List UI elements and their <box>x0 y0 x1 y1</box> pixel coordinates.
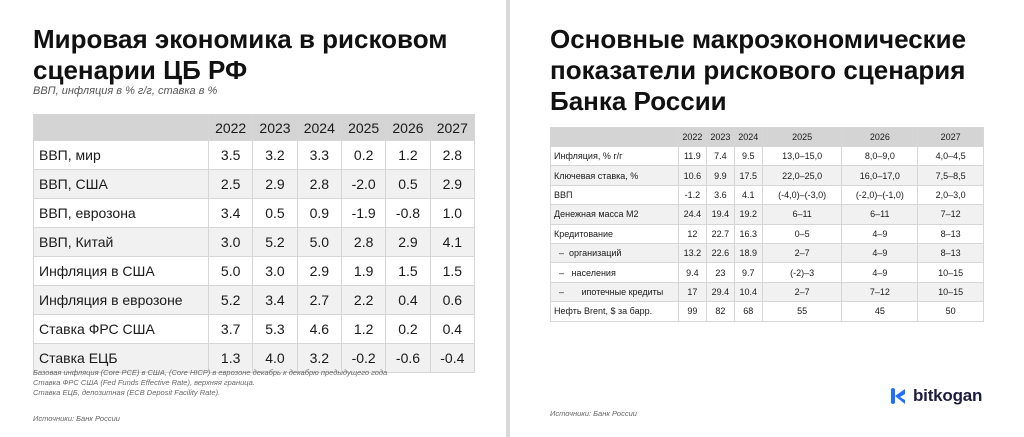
value-cell: 1.5 <box>386 257 430 286</box>
value-cell: 23 <box>706 263 734 282</box>
value-cell: 22,0–25,0 <box>762 166 842 185</box>
value-cell: 0–5 <box>762 224 842 243</box>
right-title-line-2: показатели рискового сценария <box>550 55 966 85</box>
row-label: Денежная масса М2 <box>551 205 679 224</box>
year-header: 2023 <box>706 128 734 147</box>
value-cell: 7–12 <box>918 205 984 224</box>
bitkogan-logo-icon <box>889 386 909 406</box>
value-cell: 13,0–15,0 <box>762 147 842 166</box>
value-cell: 4.6 <box>297 315 341 344</box>
value-cell: -0.2 <box>341 344 385 373</box>
header-label-cell <box>34 115 209 141</box>
value-cell: 3.7 <box>209 315 253 344</box>
value-cell: 16,0–17,0 <box>842 166 918 185</box>
footnote: Ставка ФРС США (Fed Funds Effective Rate), верхняя граница. <box>33 377 255 387</box>
value-cell: 3.0 <box>253 257 297 286</box>
value-cell: 2.2 <box>341 286 385 315</box>
value-cell: 19.2 <box>734 205 762 224</box>
value-cell: 22.7 <box>706 224 734 243</box>
value-cell: 1.9 <box>341 257 385 286</box>
table-row <box>551 282 984 301</box>
year-header: 2022 <box>678 128 706 147</box>
value-cell: 4.1 <box>430 228 474 257</box>
value-cell: 1.2 <box>341 315 385 344</box>
left-subtitle: ВВП, инфляция в % г/г, ставка в % <box>33 85 218 97</box>
row-label: Нефть Brent, $ за барр. <box>551 302 679 321</box>
left-title-line-2: сценарии ЦБ РФ <box>33 55 248 85</box>
table-row <box>551 205 984 224</box>
table-row <box>551 302 984 321</box>
value-cell: 8–13 <box>918 243 984 262</box>
value-cell: -1.9 <box>341 199 385 228</box>
value-cell: 1.2 <box>386 141 430 170</box>
value-cell: 4–9 <box>842 263 918 282</box>
header-label-cell <box>551 128 679 147</box>
footnote: Ставка ЕЦБ, депозитная (ECB Deposit Facility Rate). <box>33 387 221 397</box>
footnotes <box>33 368 493 397</box>
table-row <box>551 263 984 282</box>
table-row <box>551 166 984 185</box>
value-cell: (-4,0)–(-3,0) <box>762 185 842 204</box>
value-cell: 5.2 <box>253 228 297 257</box>
left-title-line-1: Мировая экономика в рисковом <box>33 24 448 54</box>
value-cell: -1.2 <box>678 185 706 204</box>
row-label: Инфляция, % г/г <box>551 147 679 166</box>
value-cell: 3.2 <box>297 344 341 373</box>
value-cell: 4–9 <box>842 224 918 243</box>
value-cell: 7,5–8,5 <box>918 166 984 185</box>
left-source: Источники: Банк России <box>33 414 120 423</box>
value-cell: 7.4 <box>706 147 734 166</box>
table-row <box>551 185 984 204</box>
value-cell: 68 <box>734 302 762 321</box>
value-cell: 17.5 <box>734 166 762 185</box>
value-cell: 0.5 <box>386 170 430 199</box>
value-cell: 3.4 <box>209 199 253 228</box>
value-cell: 2.8 <box>297 170 341 199</box>
value-cell: 2–7 <box>762 243 842 262</box>
left-title <box>33 24 493 86</box>
value-cell: 2,0–3,0 <box>918 185 984 204</box>
table-row <box>34 315 475 344</box>
value-cell: 7–12 <box>842 282 918 301</box>
value-cell: 10–15 <box>918 282 984 301</box>
value-cell: 4–9 <box>842 243 918 262</box>
value-cell: 2.9 <box>386 228 430 257</box>
value-cell: 0.6 <box>430 286 474 315</box>
value-cell: (-2,0)–(-1,0) <box>842 185 918 204</box>
value-cell: 17 <box>678 282 706 301</box>
value-cell: 2.8 <box>341 228 385 257</box>
value-cell: 0.5 <box>253 199 297 228</box>
value-cell: 9.5 <box>734 147 762 166</box>
value-cell: 50 <box>918 302 984 321</box>
value-cell: 1.5 <box>430 257 474 286</box>
table-row <box>551 147 984 166</box>
value-cell: 3.6 <box>706 185 734 204</box>
table-row <box>34 199 475 228</box>
year-header: 2022 <box>209 115 253 141</box>
row-label: – ипотечные кредиты <box>551 282 679 301</box>
value-cell: 10.4 <box>734 282 762 301</box>
right-source: Источники: Банк России <box>550 409 637 418</box>
value-cell: 99 <box>678 302 706 321</box>
value-cell: 5.3 <box>253 315 297 344</box>
value-cell: 9.7 <box>734 263 762 282</box>
table-header-row <box>551 128 984 147</box>
value-cell: 4.1 <box>734 185 762 204</box>
right-title <box>550 24 1020 117</box>
row-label: Инфляция в еврозоне <box>34 286 209 315</box>
value-cell: 0.4 <box>430 315 474 344</box>
value-cell: 5.2 <box>209 286 253 315</box>
value-cell: 6–11 <box>762 205 842 224</box>
macro-indicators-table <box>550 127 984 322</box>
row-label: Кредитование <box>551 224 679 243</box>
row-label: Ключевая ставка, % <box>551 166 679 185</box>
value-cell: 4,0–4,5 <box>918 147 984 166</box>
value-cell: 29.4 <box>706 282 734 301</box>
year-header: 2024 <box>734 128 762 147</box>
value-cell: 4.0 <box>253 344 297 373</box>
row-label: – организаций <box>551 243 679 262</box>
year-header: 2025 <box>762 128 842 147</box>
value-cell: 2.9 <box>253 170 297 199</box>
row-label: ВВП, еврозона <box>34 199 209 228</box>
table-row <box>34 141 475 170</box>
row-label: – населения <box>551 263 679 282</box>
right-panel <box>510 0 1024 437</box>
value-cell: 3.5 <box>209 141 253 170</box>
value-cell: -0.4 <box>430 344 474 373</box>
value-cell: 0.9 <box>297 199 341 228</box>
value-cell: 22.6 <box>706 243 734 262</box>
value-cell: 10–15 <box>918 263 984 282</box>
value-cell: 9.4 <box>678 263 706 282</box>
value-cell: 6–11 <box>842 205 918 224</box>
value-cell: 11.9 <box>678 147 706 166</box>
year-header: 2027 <box>918 128 984 147</box>
year-header: 2026 <box>842 128 918 147</box>
year-header: 2024 <box>297 115 341 141</box>
year-header: 2025 <box>341 115 385 141</box>
footnote: Базовая инфляция (Core PCE) в США, (Core HICP) в еврозоне декабрь к декабрю предыдущего года <box>33 368 388 377</box>
value-cell: 16.3 <box>734 224 762 243</box>
value-cell: -2.0 <box>341 170 385 199</box>
value-cell: 24.4 <box>678 205 706 224</box>
value-cell: 2.7 <box>297 286 341 315</box>
right-title-line-3: Банка России <box>550 86 727 116</box>
value-cell: 8,0–9,0 <box>842 147 918 166</box>
value-cell: 2.9 <box>297 257 341 286</box>
row-label: ВВП, Китай <box>34 228 209 257</box>
value-cell: 3.3 <box>297 141 341 170</box>
value-cell: 3.4 <box>253 286 297 315</box>
value-cell: 2.9 <box>430 170 474 199</box>
value-cell: 45 <box>842 302 918 321</box>
value-cell: 18.9 <box>734 243 762 262</box>
table-row <box>34 257 475 286</box>
value-cell: 82 <box>706 302 734 321</box>
value-cell: 2.5 <box>209 170 253 199</box>
value-cell: 2–7 <box>762 282 842 301</box>
value-cell: 3.0 <box>209 228 253 257</box>
row-label: ВВП <box>551 185 679 204</box>
world-economy-table <box>33 114 475 373</box>
value-cell: 8–13 <box>918 224 984 243</box>
right-title-line-1: Основные макроэкономические <box>550 24 967 54</box>
value-cell: 5.0 <box>209 257 253 286</box>
table-row <box>551 224 984 243</box>
year-header: 2023 <box>253 115 297 141</box>
value-cell: -0.8 <box>386 199 430 228</box>
value-cell: 9.9 <box>706 166 734 185</box>
value-cell: 10.6 <box>678 166 706 185</box>
value-cell: 13.2 <box>678 243 706 262</box>
value-cell: 0.2 <box>341 141 385 170</box>
value-cell: 1.3 <box>209 344 253 373</box>
value-cell: 12 <box>678 224 706 243</box>
bitkogan-logo-text: bitkogan <box>913 386 983 405</box>
year-header: 2027 <box>430 115 474 141</box>
value-cell: 55 <box>762 302 842 321</box>
bitkogan-logo <box>889 386 982 406</box>
value-cell: 0.4 <box>386 286 430 315</box>
value-cell: 5.0 <box>297 228 341 257</box>
row-label: Ставка ФРС США <box>34 315 209 344</box>
table-row <box>34 170 475 199</box>
value-cell: 1.0 <box>430 199 474 228</box>
table-row <box>34 228 475 257</box>
table-row <box>551 243 984 262</box>
value-cell: (-2)–3 <box>762 263 842 282</box>
left-panel <box>0 0 506 437</box>
row-label: ВВП, мир <box>34 141 209 170</box>
table-row <box>34 286 475 315</box>
value-cell: 2.8 <box>430 141 474 170</box>
row-label: Ставка ЕЦБ <box>34 344 209 373</box>
value-cell: -0.6 <box>386 344 430 373</box>
row-label: ВВП, США <box>34 170 209 199</box>
value-cell: 3.2 <box>253 141 297 170</box>
table-header-row <box>34 115 475 141</box>
value-cell: 19.4 <box>706 205 734 224</box>
value-cell: 0.2 <box>386 315 430 344</box>
year-header: 2026 <box>386 115 430 141</box>
row-label: Инфляция в США <box>34 257 209 286</box>
